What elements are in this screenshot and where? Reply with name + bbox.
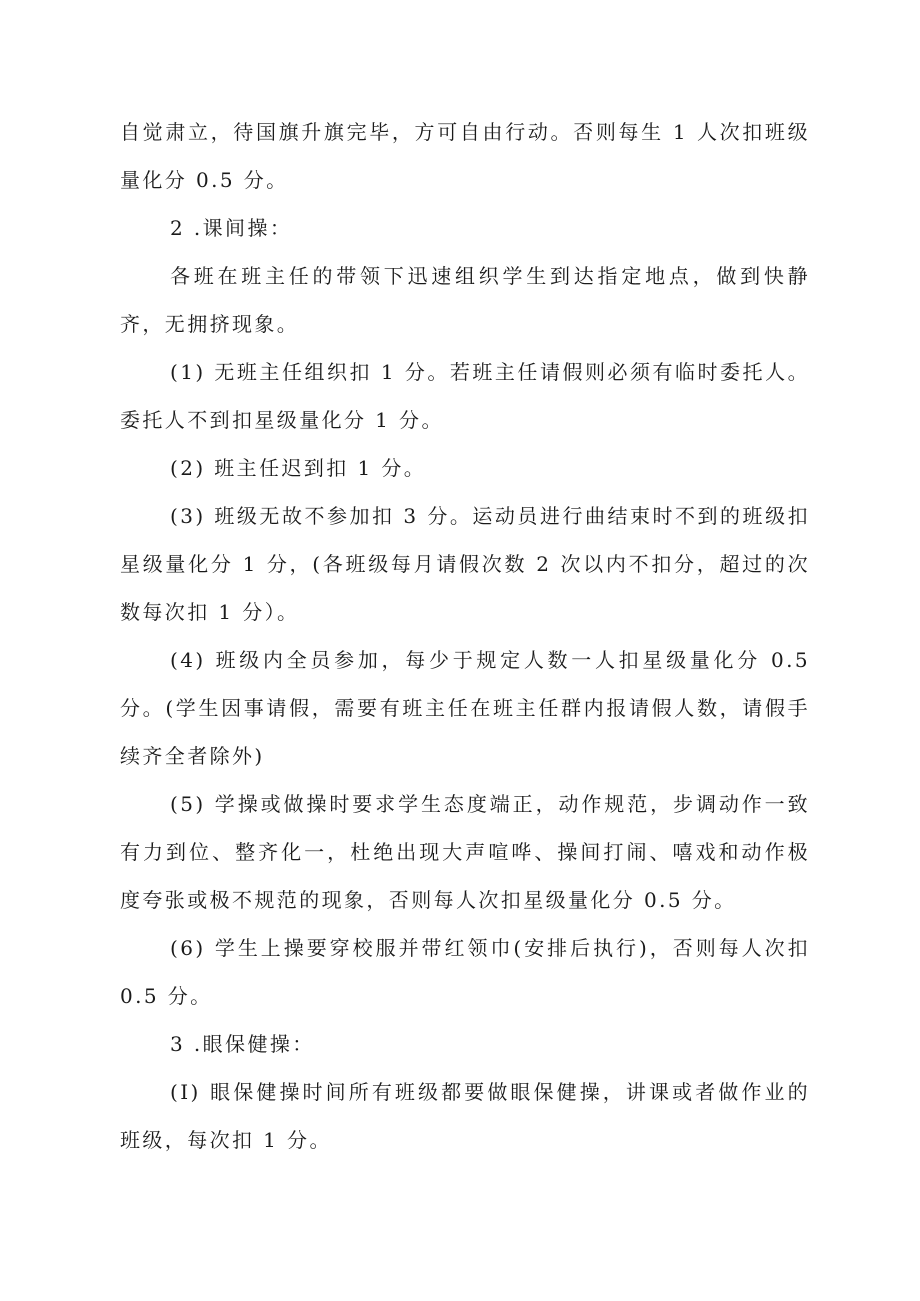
rule-item-1: (1) 无班主任组织扣 1 分。若班主任请假则必须有临时委托人。委托人不到扣星级量化分 1 分。 xyxy=(120,360,810,432)
paragraph-break-exercise-intro: 各班在班主任的带领下迅速组织学生到达指定地点，做到快静齐，无拥挤现象。 xyxy=(120,264,810,336)
rule-item-6: (6) 学生上操要穿校服并带红领巾(安排后执行)，否则每人次扣 0.5 分。 xyxy=(120,936,810,1008)
section-heading-break-exercise: 2 .课间操： xyxy=(170,216,293,240)
rule-item-4: (4) 班级内全员参加，每少于规定人数一人扣星级量化分 0.5 分。(学生因事请假，需要有班主任在班主任群内报请假人数，请假手续齐全者除外) xyxy=(120,648,810,768)
rule-item-eye-1: (I) 眼保健操时间所有班级都要做眼保健操，讲课或者做作业的班级，每次扣 1 分。 xyxy=(120,1080,810,1152)
document-body xyxy=(120,108,810,1164)
section-heading-eye-exercise: 3 .眼保健操： xyxy=(170,1032,315,1056)
rule-item-3: (3) 班级无故不参加扣 3 分。运动员进行曲结束时不到的班级扣星级量化分 1 分，(各班级每月请假次数 2 次以内不扣分，超过的次数每次扣 1 分）。 xyxy=(120,504,810,624)
paragraph-flag-raising-rule: 自觉肃立，待国旗升旗完毕，方可自由行动。否则每生 1 人次扣班级量化分 0.5 分。 xyxy=(120,120,810,192)
rule-item-5: (5) 学操或做操时要求学生态度端正，动作规范，步调动作一致有力到位、整齐化一，杜绝出现大声喧哗、操间打闹、嘻戏和动作极度夸张或极不规范的现象，否则每人次扣星级量化分 0.5 分。 xyxy=(120,792,810,912)
rule-item-2: (2) 班主任迟到扣 1 分。 xyxy=(170,456,427,480)
